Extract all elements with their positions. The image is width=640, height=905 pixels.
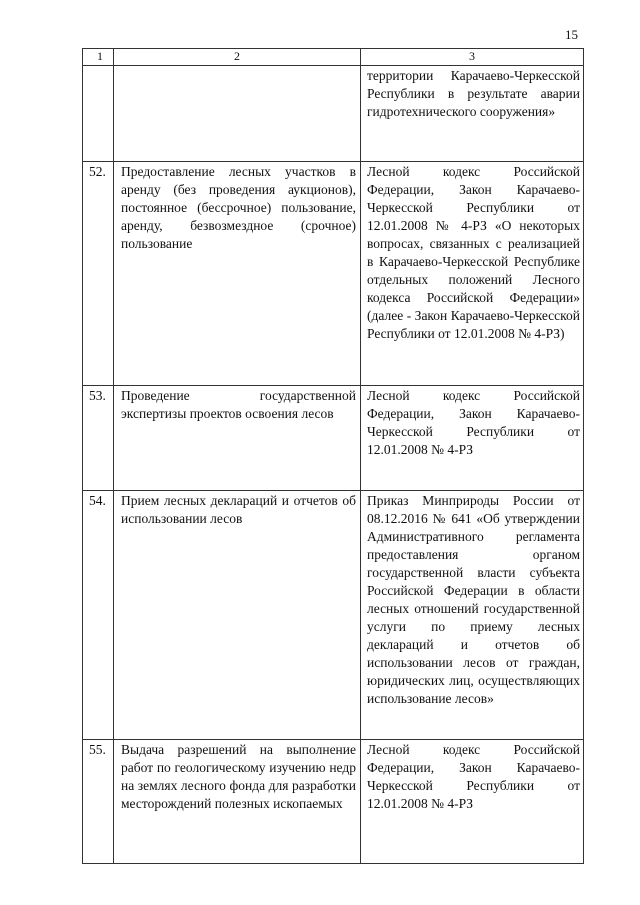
service-name-text: Предоставление лесных участков в аренду (без проведения аукционов), постоянное (бессрочное) пользование, аренду, безвозмездное (срочное) пользование	[121, 164, 356, 251]
table-row	[83, 491, 584, 740]
row-number-cell: 54.	[83, 491, 114, 740]
service-name-cell	[114, 66, 361, 162]
service-name-text: Проведение государственной экспертизы проектов освоения лесов	[121, 388, 356, 421]
header-col-2: 2	[114, 49, 361, 66]
legal-basis-text: Лесной кодекс Российской Федерации, Закон Карачаево-Черкесской Республики от 12.01.2008 № 4-РЗ	[367, 388, 580, 457]
service-name-text: Прием лесных деклараций и отчетов об использовании лесов	[121, 493, 356, 526]
service-name-cell	[114, 491, 361, 740]
table-header-row	[83, 49, 584, 66]
legal-basis-text: Приказ Минприроды России от 08.12.2016 № 641 «Об утверждении Административного регламента предоставления органом государственной власти субъекта Российской Федерации в области лесных отношений государственной услуги по приему лесных деклараций и отчетов об использовании лесов от граждан, юридических лиц, осуществляющих использование лесов»	[367, 493, 580, 706]
service-name-cell	[114, 740, 361, 864]
legal-basis-cell	[361, 162, 584, 386]
table-row	[83, 162, 584, 386]
row-number-cell: 55.	[83, 740, 114, 864]
legal-basis-text: Лесной кодекс Российской Федерации, Закон Карачаево-Черкесской Республики от 12.01.2008 № 4-РЗ	[367, 742, 580, 811]
row-number-cell: 53.	[83, 386, 114, 491]
legal-basis-cell	[361, 740, 584, 864]
row-number-cell	[83, 66, 114, 162]
header-col-1: 1	[83, 49, 114, 66]
legal-basis-cell	[361, 386, 584, 491]
service-name-cell	[114, 386, 361, 491]
service-name-text: Выдача разрешений на выполнение работ по геологическому изучению недр на землях лесного фонда для разработки месторождений полезных ископаемых	[121, 742, 356, 811]
row-number-cell: 52.	[83, 162, 114, 386]
header-col-3: 3	[361, 49, 584, 66]
legal-basis-cell	[361, 491, 584, 740]
page-number: 15	[565, 27, 578, 42]
service-name-cell	[114, 162, 361, 386]
table-row-continuation	[83, 66, 584, 162]
services-table-grid	[82, 48, 584, 864]
legal-basis-text: Лесной кодекс Российской Федерации, Закон Карачаево-Черкесской Республики от 12.01.2008 № 4-РЗ «О некоторых вопросах, связанных с реализацией в Карачаево-Черкесской Республике отдельных положений Лесного кодекса Российской Федерации» (далее - Закон Карачаево-Черкесской Республики от 12.01.2008 № 4-РЗ)	[367, 164, 580, 341]
services-table	[82, 48, 583, 864]
legal-basis-text: территории Карачаево-Черкесской Республики в результате аварии гидротехнического сооружения»	[367, 68, 580, 119]
legal-basis-cell	[361, 66, 584, 162]
table-row	[83, 386, 584, 491]
table-row	[83, 740, 584, 864]
